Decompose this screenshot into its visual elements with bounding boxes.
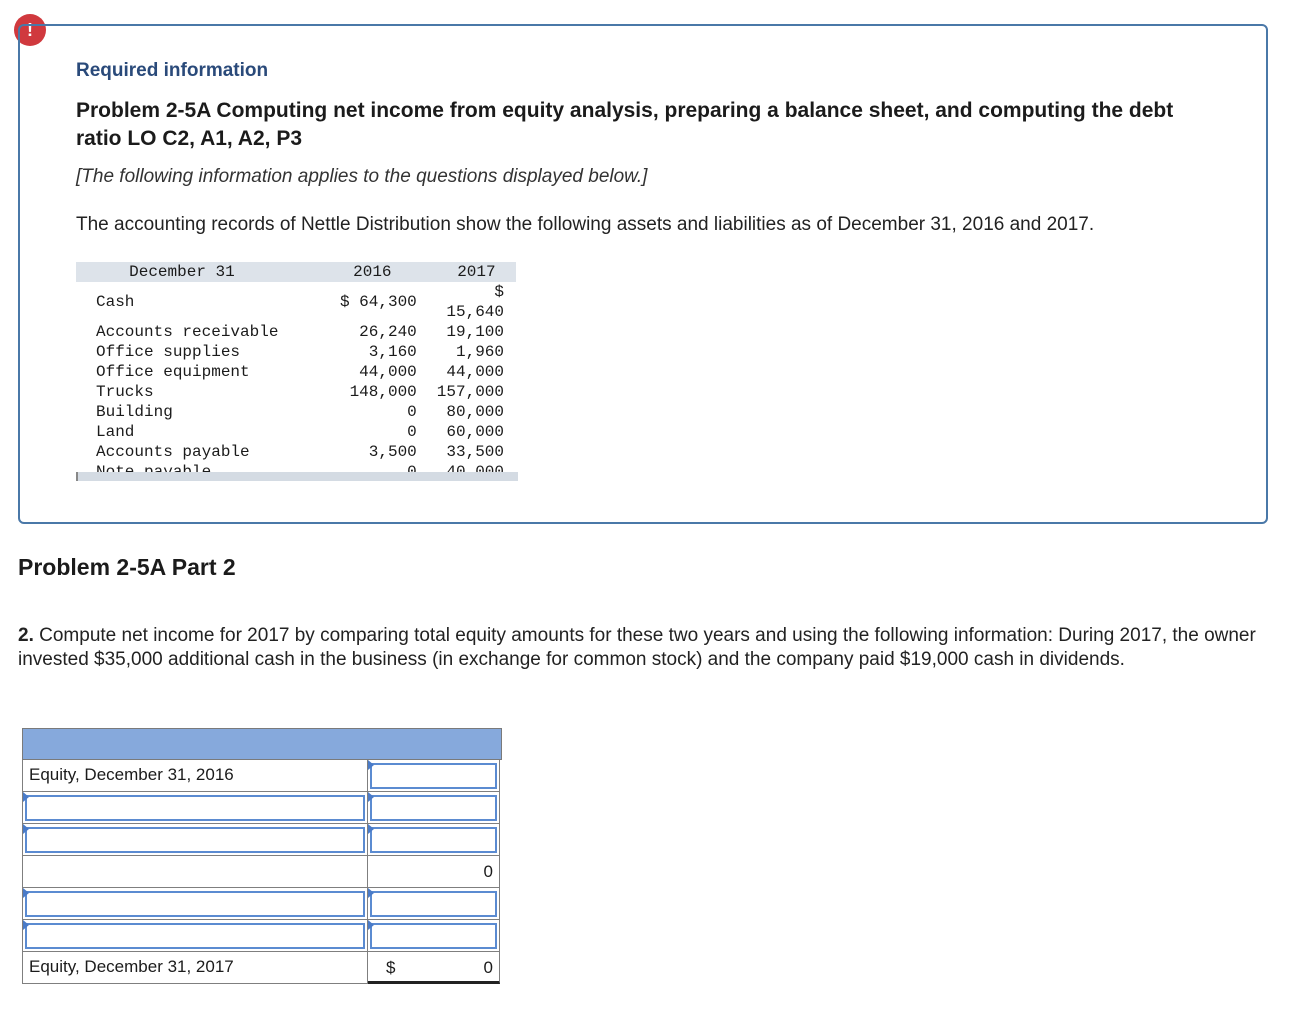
record-value-2016: 0 — [407, 423, 417, 441]
record-label: Land — [96, 423, 135, 441]
record-value-2016: $ 64,300 — [339, 293, 417, 311]
records-row — [76, 362, 516, 382]
record-label: Office equipment — [96, 363, 250, 381]
records-row — [76, 282, 516, 322]
input-flag-icon — [368, 760, 374, 770]
table-footer-bar — [76, 472, 518, 481]
input-flag-icon — [368, 888, 374, 898]
answer-label-input[interactable] — [25, 827, 365, 853]
answer-value-cell[interactable] — [368, 888, 500, 920]
question-number: 2. — [18, 625, 34, 646]
input-flag-icon — [368, 792, 374, 802]
dropdown-flag-icon — [23, 888, 29, 898]
record-value-2017: 19,100 — [446, 323, 504, 341]
dropdown-flag-icon — [23, 920, 29, 930]
answer-value-cell — [368, 856, 500, 888]
header-december-31: December 31 — [76, 262, 308, 282]
answer-value-cell[interactable] — [368, 920, 500, 952]
record-value-2016: 3,160 — [368, 343, 417, 361]
answer-grid — [22, 728, 502, 984]
intro-text: The accounting records of Nettle Distribution show the following assets and liabilities as of December 31, 2016 and 2017. — [76, 214, 1095, 235]
answer-row — [22, 824, 502, 856]
records-table — [76, 262, 516, 482]
record-value-2017: 157,000 — [436, 383, 504, 401]
applies-note: [The following information applies to the questions displayed below.] — [76, 166, 648, 187]
records-row — [76, 382, 516, 402]
records-header-row — [76, 262, 516, 282]
part-heading: Problem 2-5A Part 2 — [18, 554, 236, 580]
answer-value-cell[interactable] — [368, 760, 500, 792]
record-label: Accounts receivable — [96, 323, 279, 341]
record-value-2016: 3,500 — [368, 443, 417, 461]
record-value-2016: 148,000 — [349, 383, 417, 401]
currency-symbol: $ — [386, 958, 396, 977]
record-value-2017: 60,000 — [446, 423, 504, 441]
problem-title: Problem 2-5A Computing net income from equity analysis, preparing a balance sheet, and computing the debt ratio LO C2, A1, A2, P3 — [76, 99, 1174, 150]
records-row — [76, 342, 516, 362]
dropdown-flag-icon — [23, 792, 29, 802]
record-value-2016: 26,240 — [359, 323, 417, 341]
question-body: Compute net income for 2017 by comparing total equity amounts for these two years and using the following information: During 2017, the owner invested $35,000 additional cash in the business (in exchange for common stock) and the company paid $19,000 cash in dividends. — [18, 625, 1256, 670]
dropdown-flag-icon — [23, 824, 29, 834]
record-value-2017: 33,500 — [446, 443, 504, 461]
question-text — [18, 624, 1280, 672]
alert-icon: ! — [14, 14, 46, 46]
answer-value-input[interactable] — [370, 923, 497, 949]
answer-value-input[interactable] — [370, 891, 497, 917]
answer-row — [22, 856, 502, 888]
record-value-2017: 1,960 — [455, 343, 504, 361]
record-label: Cash — [96, 293, 135, 311]
answer-label-text: Equity, December 31, 2016 — [29, 765, 234, 784]
answer-label-cell — [22, 856, 368, 888]
record-label: Office supplies — [96, 343, 241, 361]
answer-value-text: 0 — [483, 862, 493, 881]
record-label: Building — [96, 403, 173, 421]
records-row — [76, 442, 516, 462]
record-value-2016: 44,000 — [359, 363, 417, 381]
answer-grid-header — [22, 728, 502, 760]
answer-label-input[interactable] — [25, 923, 365, 949]
answer-value-cell[interactable] — [368, 792, 500, 824]
answer-label-input[interactable] — [25, 795, 365, 821]
answer-label-cell[interactable] — [22, 920, 368, 952]
answer-value-input[interactable] — [370, 795, 497, 821]
answer-row — [22, 888, 502, 920]
record-value-2017: 80,000 — [446, 403, 504, 421]
record-label: Trucks — [96, 383, 154, 401]
total-label-cell: Equity, December 31, 2017 — [22, 952, 368, 984]
total-value: 0 — [483, 958, 493, 977]
record-value-2017: $ 15,640 — [446, 283, 504, 321]
input-flag-icon — [368, 824, 374, 834]
answer-row — [22, 920, 502, 952]
header-2017: 2017 — [437, 262, 516, 282]
answer-row — [22, 760, 502, 792]
answer-value-input[interactable] — [370, 763, 497, 789]
input-flag-icon — [368, 920, 374, 930]
answer-label-input[interactable] — [25, 891, 365, 917]
records-row — [76, 322, 516, 342]
answer-label-cell[interactable] — [22, 888, 368, 920]
record-value-2016: 0 — [407, 403, 417, 421]
answer-value-input[interactable] — [370, 827, 497, 853]
total-value-cell — [368, 952, 500, 984]
header-2016: 2016 — [308, 262, 437, 282]
answer-row — [22, 792, 502, 824]
required-info-label: Required information — [76, 60, 269, 81]
records-row — [76, 422, 516, 442]
answer-label-cell[interactable] — [22, 824, 368, 856]
record-value-2017: 44,000 — [446, 363, 504, 381]
answer-total-row — [22, 952, 502, 984]
answer-label-cell[interactable] — [22, 792, 368, 824]
record-label: Accounts payable — [96, 443, 250, 461]
records-row — [76, 402, 516, 422]
answer-label-cell — [22, 760, 368, 792]
answer-value-cell[interactable] — [368, 824, 500, 856]
